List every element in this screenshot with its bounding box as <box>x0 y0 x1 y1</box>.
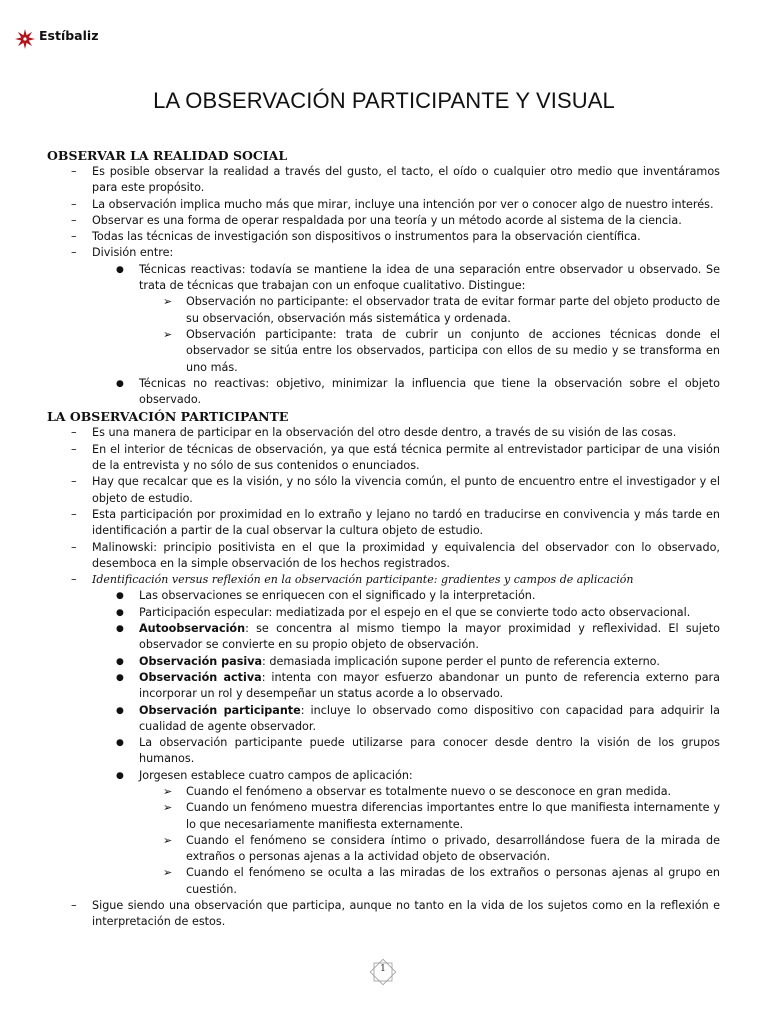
list-item: – Sigue siendo una observación que participa, aunque no tanto en la vida de los sujetos como en la reflexión e interpretación de estos. <box>71 899 720 929</box>
list-item: ● Observación activa: intenta con mayor esfuerzo abandonar un punto de referencia externo para incorporar un rol y desempeñar un status acorde a lo observado. <box>116 670 721 701</box>
dash-marker: – <box>71 230 77 244</box>
logo-text: Estíbaliz <box>39 27 99 43</box>
list-item: – Es posible observar la realidad a través del gusto, el tacto, el oído o cualquier otro medio que inventáramos para este propósito. <box>71 165 720 195</box>
page-number-badge <box>366 955 400 989</box>
list-item: ➢ Cuando un fenómeno muestra diferencias importantes entre lo que manifiesta internamente y lo que necesariamente manifiesta externamente. <box>163 801 720 831</box>
bullet-marker: ● <box>116 378 124 389</box>
list-item: ● Técnicas no reactivas: objetivo, minimizar la influencia que tiene la observación sobre el objeto observado. <box>116 376 720 407</box>
list-item: ● Técnicas reactivas: todavía se mantiene la idea de una separación entre observador u observado. Se trata de técnicas que trabajan con un enfoque cualitativo. Distingue: <box>116 262 720 293</box>
list-item: – Esta participación por proximidad en lo extraño y lejano no tardó en traducirse en convivencia y más tarde en identificación a partir de la cual observar la cultura objeto de estudio. <box>71 507 720 538</box>
bullet-marker: ● <box>116 705 124 716</box>
bullet-marker: ● <box>116 264 124 275</box>
list-item: ➢ Cuando el fenómeno se oculta a las miradas de los extraños o personas ajenas al grupo en cuestión. <box>163 866 720 896</box>
section1-list <box>47 164 720 408</box>
dash-marker: – <box>71 475 77 489</box>
list-item: ● Las observaciones se enriquecen con el significado y la interpretación. <box>47 588 720 604</box>
dash-marker: – <box>71 540 77 554</box>
star-logo-icon <box>14 28 36 50</box>
logo <box>14 28 98 50</box>
list-item: – Todas las técnicas de investigación son dispositivos o instrumentos para la observación científica. <box>47 229 720 245</box>
list-item: ➢ Cuando el fenómeno se considera íntimo o privado, desarrollándose fuera de la mirada de extraños o personas ajenas a la actividad objeto de observación. <box>163 833 720 864</box>
list-item: – Identificación versus reflexión en la observación participante: gradientes y campos de aplicación <box>47 572 720 588</box>
list-item: ● Jorgesen establece cuatro campos de aplicación: <box>47 768 720 784</box>
bullet-marker: ● <box>116 738 124 749</box>
dash-marker: – <box>71 197 77 211</box>
bullet-marker: ● <box>116 656 124 667</box>
dash-marker: – <box>71 899 77 913</box>
list-item: ● Participación especular: mediatizada por el espejo en el que se convierte todo acto observacional. <box>47 605 720 621</box>
list-item: – Hay que recalcar que es la visión, y no sólo la vivencia común, el punto de encuentro entre el investigador y el objeto de estudio. <box>71 475 720 505</box>
arrow-marker-icon: ➢ <box>163 327 173 341</box>
list-item: ➢ Observación participante: trata de cubrir un conjunto de acciones técnicas donde el observador se sitúa entre los observados, participa con ellos de su medio y se transforma en uno más. <box>163 327 720 374</box>
section-heading-observar: OBSERVAR LA REALIDAD SOCIAL <box>47 148 288 163</box>
list-item: ➢ Observación no participante: el observador trata de evitar formar parte del objeto producto de su observación, observación más sistemática y ordenada. <box>163 295 720 325</box>
arrow-marker-icon: ➢ <box>163 801 173 815</box>
arrow-marker-icon: ➢ <box>163 784 173 798</box>
page-number: 1 <box>380 964 386 974</box>
document-title: LA OBSERVACIÓN PARTICIPANTE Y VISUAL <box>153 88 615 113</box>
dash-marker: – <box>71 213 77 227</box>
bullet-marker: ● <box>116 672 124 683</box>
dash-marker: – <box>71 426 77 440</box>
list-item: – División entre: <box>47 245 720 261</box>
list-item: – La observación implica mucho más que mirar, incluye una intención por ver o conocer algo de nuestro interés. <box>47 197 720 213</box>
list-item: – Malinowski: principio positivista en el que la proximidad y equivalencia del observador con lo observado, desemboca en la simple observación de los hechos registrados. <box>71 540 720 570</box>
list-item: – Observar es una forma de operar respaldada por una teoría y un método acorde al sistema de la ciencia. <box>47 213 720 229</box>
list-item: ● La observación participante puede utilizarse para conocer desde dentro la visión de los grupos humanos. <box>116 736 720 766</box>
arrow-marker-icon: ➢ <box>163 866 173 880</box>
bullet-marker: ● <box>116 591 124 602</box>
dash-marker: – <box>71 246 77 260</box>
section-heading-participante: LA OBSERVACIÓN PARTICIPANTE <box>47 409 289 425</box>
list-item: ● Observación pasiva: demasiada implicación supone perder el punto de referencia externo. <box>47 654 720 670</box>
bullet-marker: ● <box>116 770 124 781</box>
dash-marker: – <box>71 165 77 178</box>
dash-marker: – <box>71 573 77 587</box>
dash-marker: – <box>71 507 77 521</box>
list-item: ● Observación participante: incluye lo observado como dispositivo con capacidad para adquirir la cualidad de agente observador. <box>116 703 720 733</box>
arrow-marker-icon: ➢ <box>163 295 173 309</box>
bullet-marker: ● <box>116 624 124 635</box>
list-item: – Es una manera de participar en la observación del otro desde dentro, a través de su visión de las cosas. <box>47 425 720 441</box>
arrow-marker-icon: ➢ <box>163 833 173 847</box>
section2-list <box>47 425 720 930</box>
list-item: ● Autoobservación: se concentra al mismo tiempo la mayor proximidad y reflexividad. El sujeto observador se convierte en su propio objeto de observación. <box>116 622 720 652</box>
dash-marker: – <box>71 442 77 456</box>
list-item: ➢ Cuando el fenómeno a observar es totalmente nuevo o se desconoce en gran medida. <box>47 784 720 800</box>
bullet-marker: ● <box>116 607 124 618</box>
document-body <box>47 147 720 931</box>
list-item: – En el interior de técnicas de observación, ya que está técnica permite al entrevistador participar de una visión de la entrevista y no sólo de sus contenidos o enunciados. <box>71 442 720 473</box>
